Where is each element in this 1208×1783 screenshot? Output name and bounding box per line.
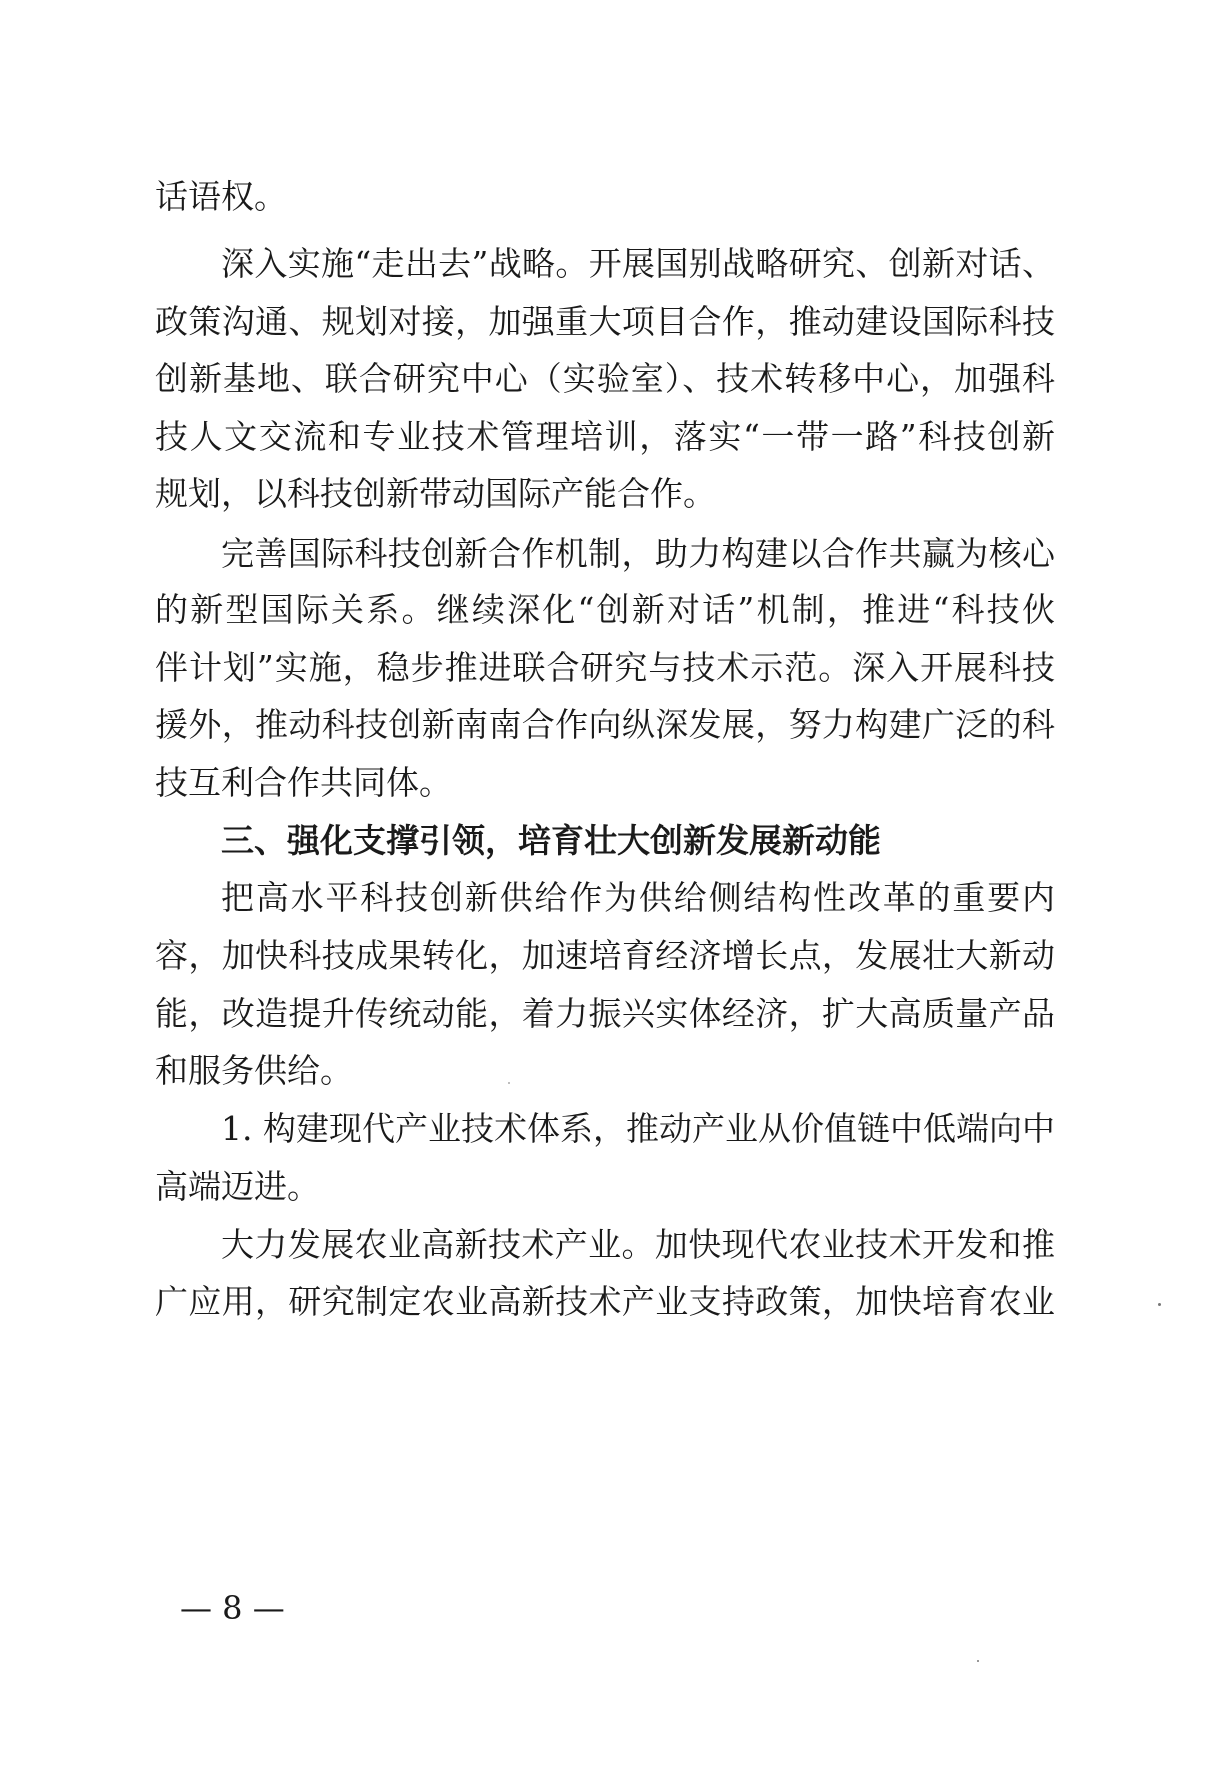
scan-speck: [1158, 1303, 1161, 1306]
body-line: 能，改造提升传统动能，着力振兴实体经济，扩大高质量产品: [155, 994, 1055, 1033]
body-line: 完善国际科技创新合作机制，助力构建以合作共赢为核心: [221, 534, 1055, 573]
subsection-heading: 1. 构建现代产业技术体系，推动产业从价值链中低端向中: [221, 1109, 1055, 1148]
body-line: 和服务供给。: [155, 1051, 353, 1090]
page-number: — 8 —: [180, 1589, 285, 1627]
body-line: 政策沟通、规划对接，加强重大项目合作，推动建设国际科技: [155, 302, 1055, 341]
body-line: 的新型国际关系。继续深化“创新对话”机制，推进“科技伙: [155, 590, 1055, 629]
body-line: 话语权。: [155, 177, 287, 216]
body-line: 伴计划”实施，稳步推进联合研究与技术示范。深入开展科技: [155, 648, 1055, 687]
body-line: 规划，以科技创新带动国际产能合作。: [155, 474, 716, 513]
body-line: 大力发展农业高新技术产业。加快现代农业技术开发和推: [221, 1225, 1055, 1264]
section-heading: 三、强化支撑引领，培育壮大创新发展新动能: [221, 821, 881, 860]
body-line: 容，加快科技成果转化，加速培育经济增长点，发展壮大新动: [155, 936, 1055, 975]
body-line: 高端迈进。: [155, 1167, 320, 1206]
body-line: 创新基地、联合研究中心（实验室）、技术转移中心，加强科: [155, 359, 1055, 398]
scan-speck: [977, 1660, 979, 1662]
body-line: 把高水平科技创新供给作为供给侧结构性改革的重要内: [221, 878, 1055, 917]
body-line: 技人文交流和专业技术管理培训，落实“一带一路”科技创新: [155, 417, 1055, 456]
body-line: 深入实施“走出去”战略。开展国别战略研究、创新对话、: [221, 244, 1055, 283]
scan-speck: [508, 1082, 510, 1084]
body-line: 广应用，研究制定农业高新技术产业支持政策，加快培育农业: [155, 1282, 1055, 1321]
body-line: 援外，推动科技创新南南合作向纵深发展，努力构建广泛的科: [155, 705, 1055, 744]
body-line: 技互利合作共同体。: [155, 763, 452, 802]
